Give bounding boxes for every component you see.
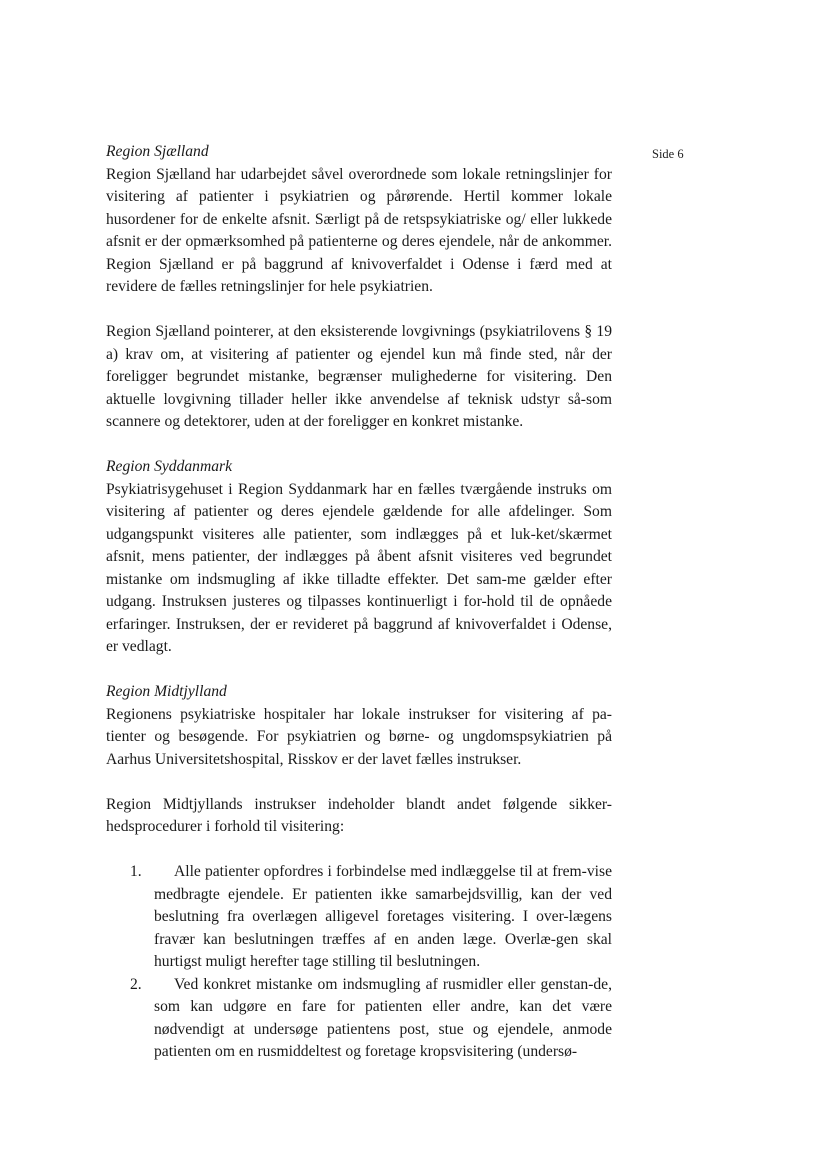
section-region-syddanmark (106, 456, 612, 659)
procedure-list (106, 861, 612, 1064)
paragraph: Region Sjælland har udarbejdet såvel overordnede som lokale retningslinjer for visitering af patienter i psykiatrien og pårørende. Hertil kommer lokale husordener for de enkelte afsnit. Særligt på de retspsykiatriske og/ eller lukkede afsnit er der opmærksomhed på patienterne og deres ejendele, når de ankommer. Region Sjælland er på baggrund af knivoverfaldet i Odense i færd med at revidere de fælles retningslinjer for hele psykiatrien. (106, 165, 612, 295)
section-region-midtjylland (106, 681, 612, 1064)
list-item (130, 861, 612, 974)
list-item-text: Alle patienter opfordres i forbindelse med indlæggelse til at frem-vise medbragte ejendele. Er patienten ikke samarbejdsvillig, kan der ved beslutning fra overlægen alligevel foretages visitering. I over-lægens fravær kan beslutningen træffes af en anden læge. Overlæ-gen skal hurtigst muligt herefter tage stilling til beslutningen. (154, 863, 612, 970)
paragraph: Psykiatrisygehuset i Region Syddanmark har en fælles tværgående instruks om visitering af patienter og deres ejendele gældende for alle afdelinger. Som udgangspunkt visiteres alle patienter, som indlægges på et luk-ket/skærmet afsnit, mens patienter, der indlægges på åbent afsnit visiteres ved begrundet mistanke om indsmugling af ikke tilladte effekter. Det sam-me gælder efter udgang. Instruksen justeres og tilpasses kontinuerligt i for-hold til de opnåede erfaringer. Instruksen, der er revideret på baggrund af knivoverfaldet i Odense, er vedlagt. (106, 480, 612, 655)
section-heading: Region Midtjylland (106, 683, 227, 700)
list-item-text: Ved konkret mistanke om indsmugling af rusmidler eller genstan-de, som kan udgøre en fare for patienten eller andre, kan det være nødvendigt at undersøge patientens post, stue og ejendele, anmode patienten om en rusmiddeltest og foretage kropsvisitering (undersø- (154, 975, 612, 1060)
document-body (106, 141, 612, 1064)
paragraph: Region Midtjyllands instrukser indeholder blandt andet følgende sikker-hedsprocedurer i forhold til visitering: (106, 795, 612, 835)
list-item-number: 2. (130, 975, 142, 993)
page-number: Side 6 (652, 147, 684, 161)
paragraph: Region Sjælland pointerer, at den eksisterende lovgivnings (psykiatrilovens § 19 a) krav om, at visitering af patienter og ejendel kun må finde sted, når der foreligger begrundet mistanke, begrænser mulighederne for visitering. Den aktuelle lovgivning tillader heller ikke anvendelse af teknisk udstyr så-som scannere og detektorer, uden at der foreligger en konkret mistanke. (106, 323, 612, 430)
list-item (130, 974, 612, 1064)
section-region-sjaelland (106, 141, 612, 434)
list-item-number: 1. (130, 863, 142, 880)
section-heading: Region Sjælland (106, 143, 209, 160)
section-heading: Region Syddanmark (106, 458, 233, 475)
paragraph: Regionens psykiatriske hospitaler har lokale instrukser for visitering af pa-tienter og besøgende. For psykiatrien og børne- og ungdomspsykiatrien på Aarhus Universitetshospital, Risskov er der lavet fælles instrukser. (106, 705, 612, 768)
